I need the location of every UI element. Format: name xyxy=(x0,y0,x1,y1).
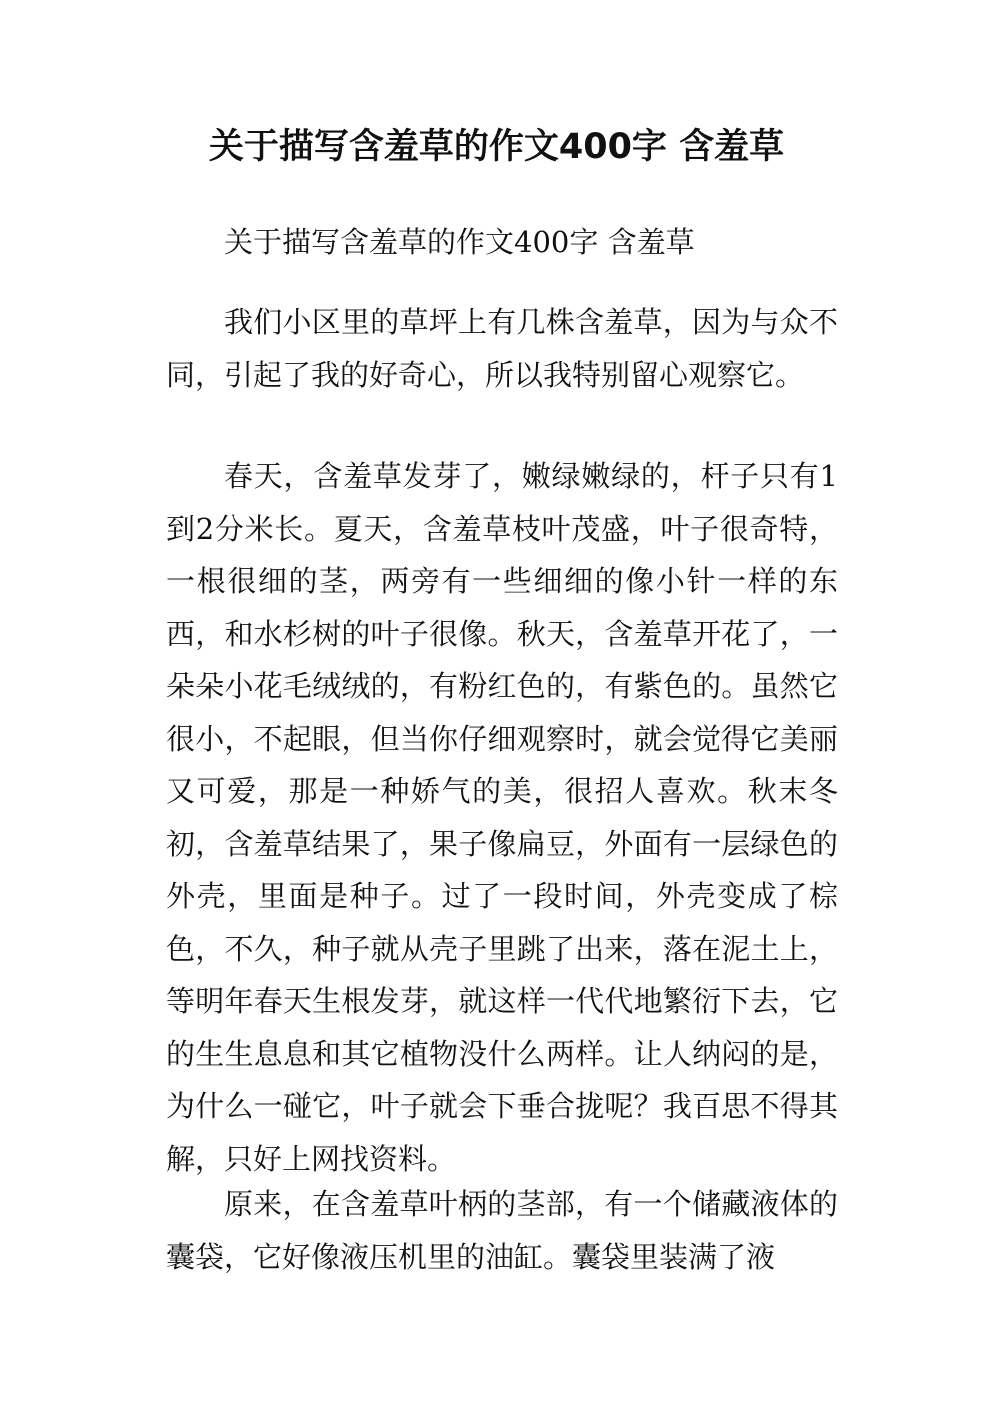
paragraph-block-1 xyxy=(166,296,838,401)
paragraph: 原来，在含羞草叶柄的茎部，有一个储藏液体的囊袋，它好像液压机里的油缸。囊袋里装满了液 xyxy=(166,1187,838,1274)
document-title: 关于描写含羞草的作文400字 含羞草 xyxy=(208,127,785,167)
paragraph: 我们小区里的草坪上有几株含羞草，因为与众不同，引起了我的好奇心，所以我特别留心观察它。 xyxy=(166,305,838,392)
paragraph-block-2 xyxy=(166,450,838,1185)
paragraph-block-3 xyxy=(166,1178,838,1283)
document-subtitle: 关于描写含羞草的作文400字 含羞草 xyxy=(224,225,695,259)
paragraph: 春天，含羞草发芽了，嫩绿嫩绿的，杆子只有1到2分米长。夏天，含羞草枝叶茂盛，叶子很奇特，一根很细的茎，两旁有一些细细的像小针一样的东西，和水杉树的叶子很像。秋天，含羞草开花了，一朵朵小花毛绒绒的，有粉红色的，有紫色的。虽然它很小，不起眼，但当你仔细观察时，就会觉得它美丽又可爱，那是一种娇气的美，很招人喜欢。秋末冬初，含羞草结果了，果子像扁豆，外面有一层绿色的外壳，里面是种子。过了一段时间，外壳变成了棕色，不久，种子就从壳子里跳了出来，落在泥土上，等明年春天生根发芽，就这样一代代地繁衍下去，它的生生息息和其它植物没什么两样。让人纳闷的是，为什么一碰它，叶子就会下垂合拢呢？我百思不得其解，只好上网找资料。 xyxy=(166,459,838,1176)
document-subtitle-block xyxy=(166,216,838,269)
